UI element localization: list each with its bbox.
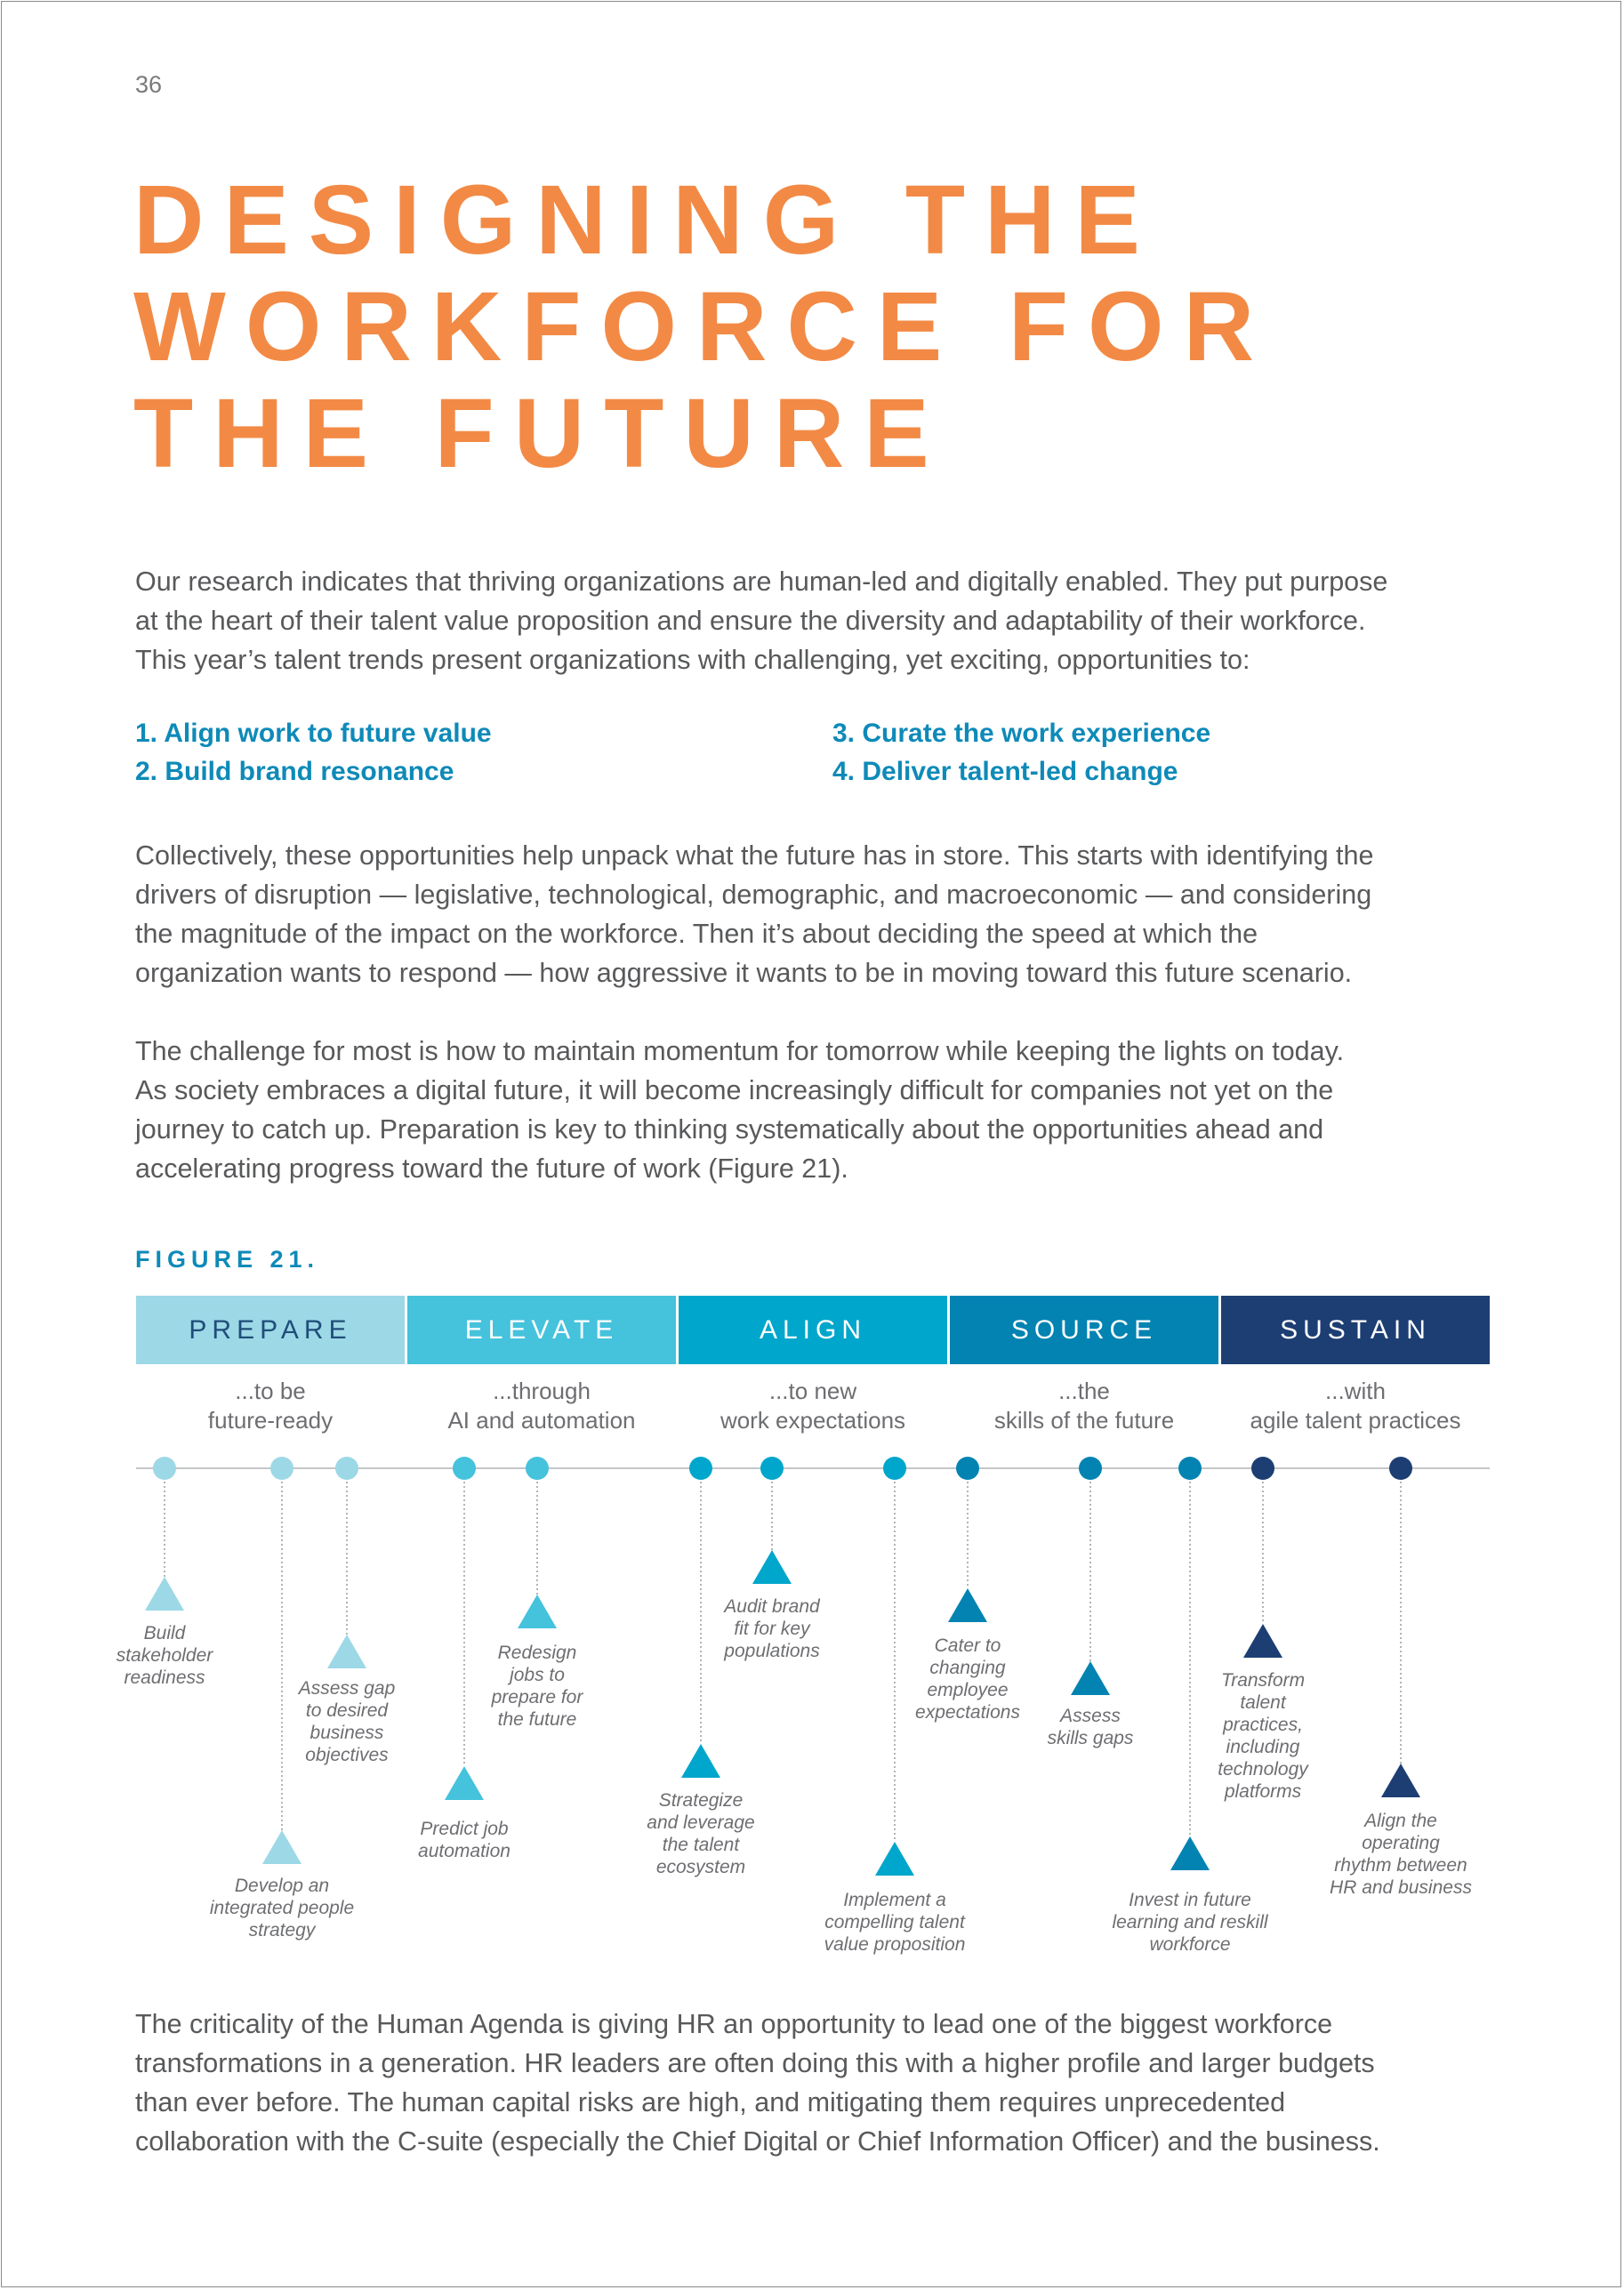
- callout-line: Invest in future: [1129, 1890, 1251, 1910]
- callout-line: Strategize: [658, 1790, 744, 1811]
- callout-triangle-icon: [948, 1588, 987, 1622]
- callout-line: Assess gap: [298, 1678, 396, 1699]
- callout-line: Implement a: [843, 1890, 946, 1910]
- timeline-marks: [145, 1457, 1420, 1876]
- callout-line: skills gaps: [1047, 1728, 1134, 1748]
- callout-line: employee: [927, 1680, 1009, 1700]
- callout-text: [1110, 1889, 1270, 1956]
- text-line: Our research indicates that thriving organizations are human-led and digitally enabled. They put purpose: [135, 566, 1388, 597]
- callout-text: [457, 1642, 617, 1731]
- title-line: WORKFORCE FOR: [133, 272, 1274, 382]
- opportunity-item: 3. Curate the work experience: [832, 719, 1211, 748]
- callout-line: platforms: [1224, 1781, 1302, 1802]
- callout-text: [384, 1818, 544, 1862]
- subtitle-line: future-ready: [207, 1407, 334, 1434]
- callout-line: ecosystem: [655, 1857, 746, 1877]
- callout-line: Transform: [1220, 1670, 1306, 1691]
- callout-line: integrated people: [209, 1898, 355, 1918]
- callout-line: talent: [1240, 1692, 1286, 1713]
- callout-text: [1183, 1669, 1343, 1803]
- opportunity-item: 2. Build brand resonance: [135, 757, 454, 786]
- subtitle-line: agile talent practices: [1250, 1407, 1461, 1434]
- callout-line: Develop an: [234, 1876, 330, 1896]
- text-line: organization wants to respond — how aggressive it wants to be in moving toward this future scenario.: [135, 958, 1353, 988]
- timeline-dot: [689, 1457, 712, 1480]
- callout-line: jobs to: [510, 1665, 565, 1685]
- callout-line: including: [1226, 1737, 1300, 1757]
- callout-triangle-icon: [875, 1842, 914, 1876]
- text-line: at the heart of their talent value proposition and ensure the diversity and adaptability of their workforce.: [135, 606, 1366, 636]
- callout-line: Redesign: [497, 1643, 577, 1663]
- callout-triangle-icon: [262, 1830, 301, 1864]
- figure-label: FIGURE 21.: [135, 1246, 320, 1273]
- opportunity-item: 4. Deliver talent-led change: [832, 757, 1178, 786]
- phase-label: ALIGN: [759, 1314, 867, 1345]
- phase-label: SOURCE: [1010, 1314, 1158, 1345]
- timeline-dot: [956, 1457, 979, 1480]
- callout-line: business: [310, 1723, 384, 1743]
- callout-text: [621, 1789, 781, 1878]
- subtitle-line: AI and automation: [447, 1407, 636, 1434]
- callout-triangle-icon: [681, 1744, 720, 1778]
- text-line: journey to catch up. Preparation is key to thinking systematically about the opportunities ahead and: [135, 1114, 1324, 1145]
- title-line: DESIGNING THE: [133, 165, 1160, 275]
- callout-text: [84, 1622, 245, 1689]
- text-line: collaboration with the C-suite (especially the Chief Digital or Chief Information Officer) and the business.: [135, 2126, 1380, 2157]
- callout-line: to desired: [305, 1700, 389, 1721]
- callout-line: value proposition: [824, 1934, 966, 1955]
- text-line: than ever before. The human capital risks are high, and mitigating them requires unprecedented: [135, 2087, 1286, 2117]
- opportunity-item: 1. Align work to future value: [135, 719, 492, 748]
- callout-triangle-icon: [1170, 1836, 1210, 1870]
- timeline-dot: [760, 1457, 784, 1480]
- timeline-dot: [270, 1457, 293, 1480]
- phase-label: PREPARE: [189, 1314, 352, 1345]
- callout-triangle-icon: [1071, 1661, 1110, 1695]
- callout-line: Cater to: [934, 1635, 1001, 1656]
- text-line: drivers of disruption — legislative, technological, demographic, and macroeconomic — and considering: [135, 880, 1372, 910]
- closing-paragraph: [135, 2005, 1505, 2161]
- timeline-dot: [1389, 1457, 1412, 1480]
- subtitle-line: work expectations: [720, 1407, 906, 1434]
- callout-text: [692, 1595, 852, 1662]
- text-line: This year’s talent trends present organizations with challenging, yet exciting, opportunities to:: [135, 645, 1250, 675]
- subtitle-line: ...through: [493, 1378, 591, 1404]
- callout-triangle-icon: [1381, 1764, 1420, 1797]
- subtitle-line: skills of the future: [993, 1407, 1175, 1434]
- callout-line: HR and business: [1330, 1877, 1472, 1898]
- callout-line: compelling talent: [824, 1912, 965, 1932]
- callout-line: workforce: [1149, 1934, 1231, 1955]
- callout-line: objectives: [305, 1745, 389, 1765]
- text-line: The criticality of the Human Agenda is giving HR an opportunity to lead one of the biggest workforce: [135, 2009, 1333, 2039]
- callout-line: prepare for: [491, 1687, 583, 1707]
- callout-line: Assess: [1060, 1706, 1121, 1726]
- callout-line: the future: [497, 1709, 577, 1730]
- callout-triangle-icon: [1243, 1624, 1282, 1658]
- callout-line: Align the: [1364, 1811, 1437, 1831]
- callout-line: technology: [1218, 1759, 1308, 1780]
- callout-line: changing: [929, 1658, 1006, 1678]
- callout-line: automation: [418, 1841, 511, 1861]
- timeline-dot: [1251, 1457, 1274, 1480]
- callout-line: and leverage: [647, 1812, 755, 1833]
- callout-text: [1321, 1810, 1481, 1899]
- callout-triangle-icon: [518, 1595, 557, 1628]
- callout-line: fit for key: [734, 1619, 810, 1639]
- callout-line: the talent: [662, 1835, 740, 1855]
- callout-triangle-icon: [327, 1635, 366, 1668]
- callout-triangle-icon: [445, 1766, 484, 1800]
- timeline-dot: [1079, 1457, 1102, 1480]
- callout-triangle-icon: [145, 1577, 184, 1611]
- timeline-dot: [335, 1457, 358, 1480]
- text-line: accelerating progress toward the future of work (Figure 21).: [135, 1153, 848, 1184]
- text-line: transformations in a generation. HR leaders are often doing this with a higher profile and larger budgets: [135, 2048, 1375, 2078]
- callout-triangle-icon: [752, 1550, 792, 1584]
- callout-line: practices,: [1223, 1715, 1303, 1735]
- text-line: The challenge for most is how to maintain momentum for tomorrow while keeping the lights on today.: [135, 1036, 1345, 1066]
- text-line: Collectively, these opportunities help unpack what the future has in store. This starts with identifying the: [135, 840, 1374, 871]
- callout-text: [202, 1875, 362, 1941]
- callout-line: populations: [724, 1641, 820, 1661]
- timeline-dot: [1178, 1457, 1202, 1480]
- timeline-dot: [883, 1457, 906, 1480]
- timeline-dot: [453, 1457, 476, 1480]
- callout-line: operating: [1362, 1833, 1440, 1853]
- phase-label: SUSTAIN: [1280, 1314, 1431, 1345]
- timeline-dot: [526, 1457, 549, 1480]
- callout-line: expectations: [915, 1702, 1020, 1723]
- callout-line: strategy: [248, 1920, 316, 1940]
- callout-text: [1010, 1705, 1170, 1749]
- timeline-dot: [153, 1457, 176, 1480]
- phase-label: ELEVATE: [464, 1314, 619, 1345]
- subtitle-line: ...to new: [768, 1378, 857, 1404]
- subtitle-line: ...with: [1325, 1378, 1386, 1404]
- callout-line: stakeholder: [116, 1645, 213, 1666]
- text-line: As society embraces a digital future, it will become increasingly difficult for companies not yet on the: [135, 1075, 1334, 1105]
- text-line: the magnitude of the impact on the workforce. Then it’s about deciding the speed at which the: [135, 919, 1258, 949]
- page-number: 36: [135, 71, 163, 98]
- callout-line: Predict job: [420, 1819, 509, 1839]
- callout-line: Build: [143, 1623, 186, 1643]
- title-line: THE FUTURE: [133, 379, 949, 488]
- subtitle-line: ...the: [1058, 1378, 1110, 1404]
- callout-line: readiness: [124, 1667, 205, 1688]
- callout-line: rhythm between: [1334, 1855, 1467, 1876]
- callout-line: learning and reskill: [1112, 1912, 1268, 1932]
- callout-text: [815, 1889, 975, 1956]
- callout-text: [267, 1677, 427, 1766]
- callout-line: Audit brand: [724, 1596, 820, 1617]
- subtitle-line: ...to be: [235, 1378, 306, 1404]
